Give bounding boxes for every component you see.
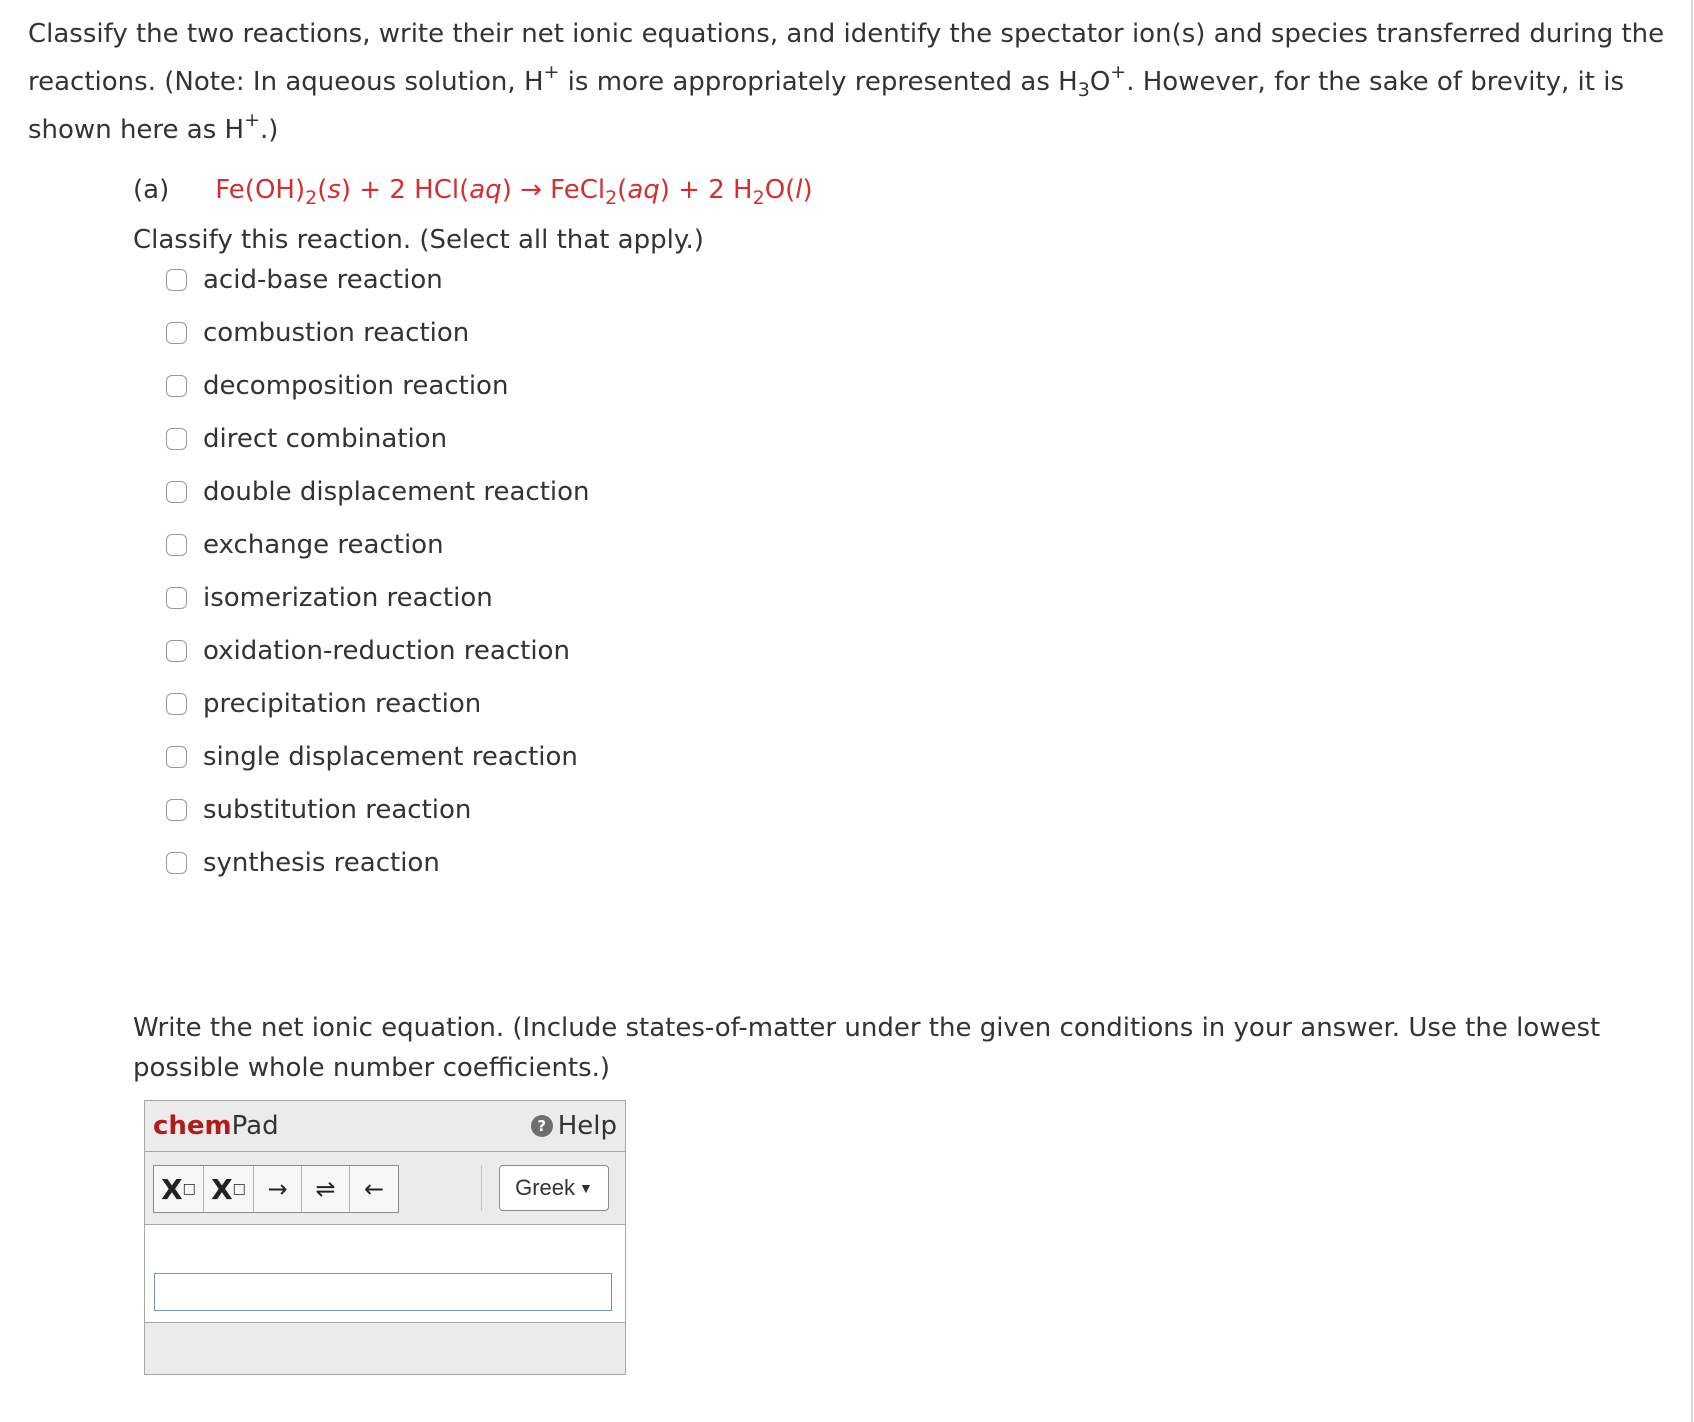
reaction-equation: $Fe(OH)_2(s) + 2$ HCl(aq) → FeCl$_2$(aq) + 2 $H_2O(l)$ xyxy=(215,175,813,210)
right-arrow-button[interactable]: → xyxy=(254,1166,302,1212)
checkbox[interactable] xyxy=(166,640,187,662)
option-synthesis[interactable]: synthesis reaction xyxy=(166,843,440,883)
checkbox[interactable] xyxy=(166,375,187,397)
subscript-button[interactable]: X □ xyxy=(154,1166,204,1212)
checkbox[interactable] xyxy=(166,746,187,768)
superscript-button[interactable]: X □ xyxy=(204,1166,254,1212)
net-ionic-equation-input[interactable] xyxy=(154,1273,612,1311)
option-single-displacement[interactable]: single displacement reaction xyxy=(166,737,578,777)
option-acid-base[interactable]: acid-base reaction xyxy=(166,260,443,300)
checkbox[interactable] xyxy=(166,481,187,503)
checkbox[interactable] xyxy=(166,269,187,291)
toolbar-divider xyxy=(481,1165,482,1211)
chempad-toolbar xyxy=(145,1152,625,1225)
help-button[interactable]: ? Help xyxy=(531,1111,617,1141)
checkbox[interactable] xyxy=(166,534,187,556)
right-border xyxy=(1691,0,1693,1422)
checkbox[interactable] xyxy=(166,322,187,344)
checkbox[interactable] xyxy=(166,428,187,450)
chempad-input-area xyxy=(145,1225,625,1323)
option-exchange[interactable]: exchange reaction xyxy=(166,525,444,565)
chempad-header xyxy=(145,1101,625,1152)
part-a-equation-row xyxy=(133,170,813,210)
checkbox[interactable] xyxy=(166,799,187,821)
option-oxidation-reduction[interactable]: oxidation-reduction reaction xyxy=(166,631,570,671)
help-icon: ? xyxy=(531,1115,553,1137)
checkbox[interactable] xyxy=(166,587,187,609)
classify-prompt: Classify this reaction. (Select all that apply.) xyxy=(133,225,704,255)
option-decomposition[interactable]: decomposition reaction xyxy=(166,366,508,406)
checkbox[interactable] xyxy=(166,693,187,715)
option-direct-combination[interactable]: direct combination xyxy=(166,419,447,459)
equilibrium-arrow-button[interactable]: ⇌ xyxy=(302,1166,350,1212)
option-precipitation[interactable]: precipitation reaction xyxy=(166,684,481,724)
part-letter: (a) xyxy=(133,175,170,205)
format-button-group xyxy=(153,1165,399,1213)
option-isomerization[interactable]: isomerization reaction xyxy=(166,578,493,618)
option-double-displacement[interactable]: double displacement reaction xyxy=(166,472,590,512)
caret-down-icon: ▼ xyxy=(579,1180,593,1196)
net-ionic-prompt: Write the net ionic equation. (Include states-of-matter under the given conditions in your answer. Use the lowest possible whole number coefficients.) xyxy=(133,1013,1601,1083)
chempad xyxy=(144,1100,626,1375)
left-arrow-button[interactable]: ← xyxy=(363,1175,385,1203)
chempad-title: chemPad xyxy=(153,1111,279,1141)
greek-dropdown[interactable]: Greek ▼ xyxy=(499,1165,609,1211)
question-intro: Classify the two reactions, write their net ionic equations, and identify the spectator ion(s) and species transferred during the reactions. (Note: In aqueous solution, H+ is more appropriately represented as $H_3O^+$. However, for the sake of brevity, it is shown here as H+.) xyxy=(28,19,1665,145)
option-combustion[interactable]: combustion reaction xyxy=(166,313,469,353)
option-substitution[interactable]: substitution reaction xyxy=(166,790,471,830)
checkbox[interactable] xyxy=(166,852,187,874)
